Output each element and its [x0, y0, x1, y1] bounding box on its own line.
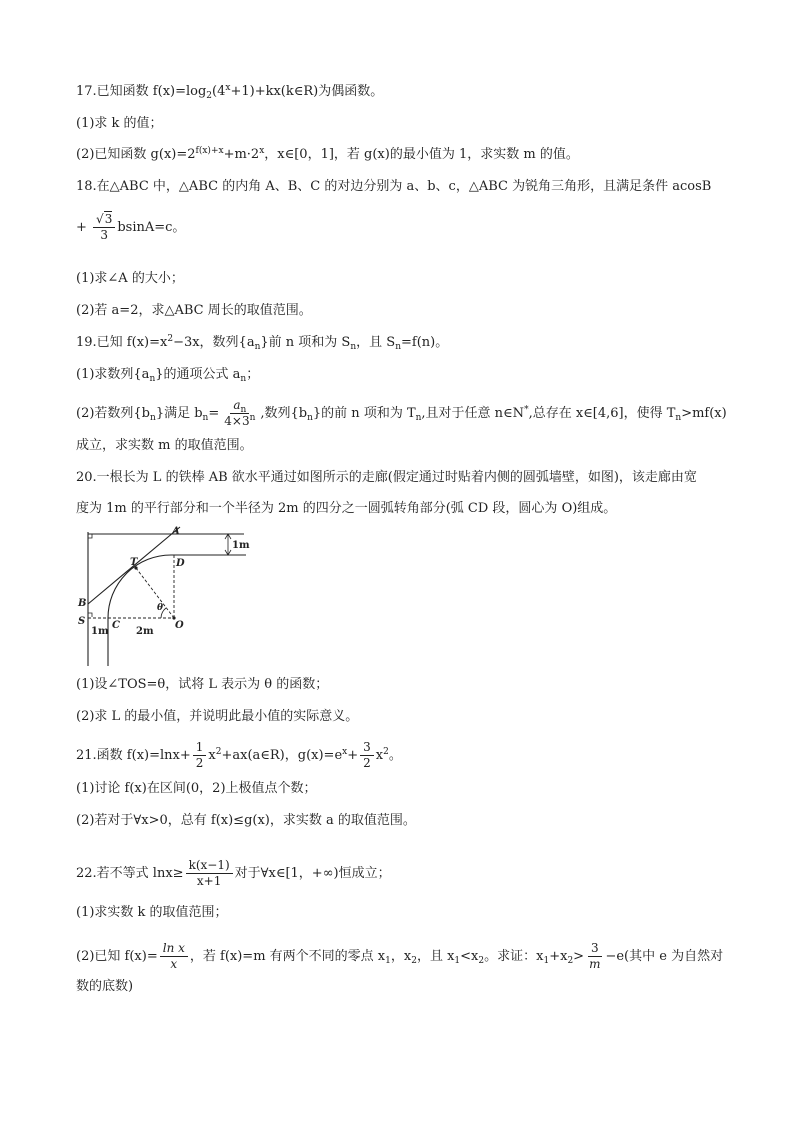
q22-stem: 22.若不等式 lnx≥ $\frac{k(x-1)}{x+1}$ 对于∀x∈[1，+∞)恒成立； [76, 858, 391, 888]
q17-stem: 17.已知函数 $f(x)=\log_2(4^x+1)+kx(k\in R)$为偶函数。 [76, 83, 384, 101]
label-t: T [130, 557, 138, 568]
three-over-m-fraction: $\frac{3}{m}$ [589, 941, 601, 971]
sqrt3-over-3-fraction: $\frac{√3}{3}$ [93, 212, 115, 243]
q20-part1: (1)设∠TOS=θ，试将 L 表示为 θ 的函数； [76, 677, 329, 692]
q20-stem-line1: 20.一根长为 L 的铁棒 AB 欲水平通过如图所示的走廊(假定通过时贴着内侧的圆弧墙壁，如图)，该走廊由宽 [76, 470, 697, 485]
q21-stem: 21.函数 f(x)=lnx+ $\frac{1}{2}$ $x^2+ax(a\in R)$，$g(x)=e^x+$ $\frac{3}{2}$ $x^2$。 [76, 740, 402, 770]
label-s: S [78, 616, 86, 627]
dim-bottom-2m: 2m [136, 626, 154, 637]
label-b: B [78, 598, 87, 609]
q22-part1: (1)求实数 k 的取值范围； [76, 905, 228, 920]
label-theta: θ [157, 603, 164, 613]
q18-stem-cont: + $\frac{√3}{3}$ bsinA=c。 [76, 212, 186, 242]
q20-part2: (2)求 L 的最小值，并说明此最小值的实际意义。 [76, 709, 359, 724]
line-ot [136, 568, 174, 618]
q21-part2: (2)若对于∀x>0，总有 f(x)≤g(x)，求实数 a 的取值范围。 [76, 813, 416, 828]
q19-stem: 19.已知 $f(x)=x^2-3x$，数列$\{a_n\}$前 n 项和为 $S_n$，且 $S_n=f(n)$。 [76, 334, 449, 352]
q22-part2-cont: 数的底数) [76, 979, 134, 994]
q18-part2: (2)若 a=2，求△ABC 周长的取值范围。 [76, 303, 312, 318]
q20-stem-line2: 度为 1m 的平行部分和一个半径为 2m 的四分之一圆弧转角部分(弧 CD 段，圆心为 O)组成。 [76, 501, 617, 516]
three-halves-fraction: $\frac{3}{2}$ [360, 740, 374, 771]
dim-top-1m: 1m [232, 540, 250, 551]
q22-part2: (2)已知 f(x)= $\frac{\text{ln x}}{x}$ ，若 f(x)=m 有两个不同的零点 $x_1$，$x_2$，且 $x_1<x_2$。求证：$x_1+x_2>$ $\frac{3}{m}$ −e(其中 e 为自然对 [76, 941, 724, 971]
one-half-fraction: $\frac{1}{2}$ [193, 740, 207, 771]
k-x-minus-1-fraction: $\frac{k(x-1)}{x+1}$ [186, 858, 233, 889]
q17-part2: (2)已知函数 $g(x)=2^{f(x)+x}+m\cdot 2^x$，x∈[0，1]，若 g(x)的最小值为 1，求实数 m 的值。 [76, 146, 579, 162]
dim-bottom-1m: 1m [91, 626, 109, 637]
an-over-4x3n-fraction: $\frac{a_n}{4\times 3^n}$ [224, 398, 256, 428]
q19-part2: (2)若数列$\{b_n\}$满足 $b_n=$ $\frac{a_n}{4\times 3^n}$ ,数列$\{b_n\}$的前 n 项和为 $T_n$,且对于任意 n∈N*,总存在 x∈[4,6]，使得 $T_n>mf(x)$ [76, 398, 727, 428]
q18-part1: (1)求∠A 的大小； [76, 271, 184, 286]
q18-stem: 18.在△ABC 中，△ABC 的内角 A、B、C 的对边分别为 a、b、c，△ABC 为锐角三角形，且满足条件 acosB [76, 179, 712, 194]
q19-part1: (1)求数列$\{a_n\}$的通项公式 $a_n$； [76, 367, 260, 384]
q17-part1: (1)求 k 的值； [76, 116, 163, 131]
lnx-over-x-fraction: $\frac{\text{ln x}}{x}$ [160, 941, 188, 972]
corridor-figure [74, 522, 254, 668]
label-c: C [112, 620, 120, 631]
label-d: D [176, 558, 185, 569]
label-o: O [175, 620, 184, 631]
q19-part2-cont: 成立，求实数 m 的取值范围。 [76, 438, 253, 453]
label-a: A [172, 526, 180, 537]
q21-part1: (1)讨论 f(x)在区间(0，2)上极值点个数； [76, 781, 317, 796]
